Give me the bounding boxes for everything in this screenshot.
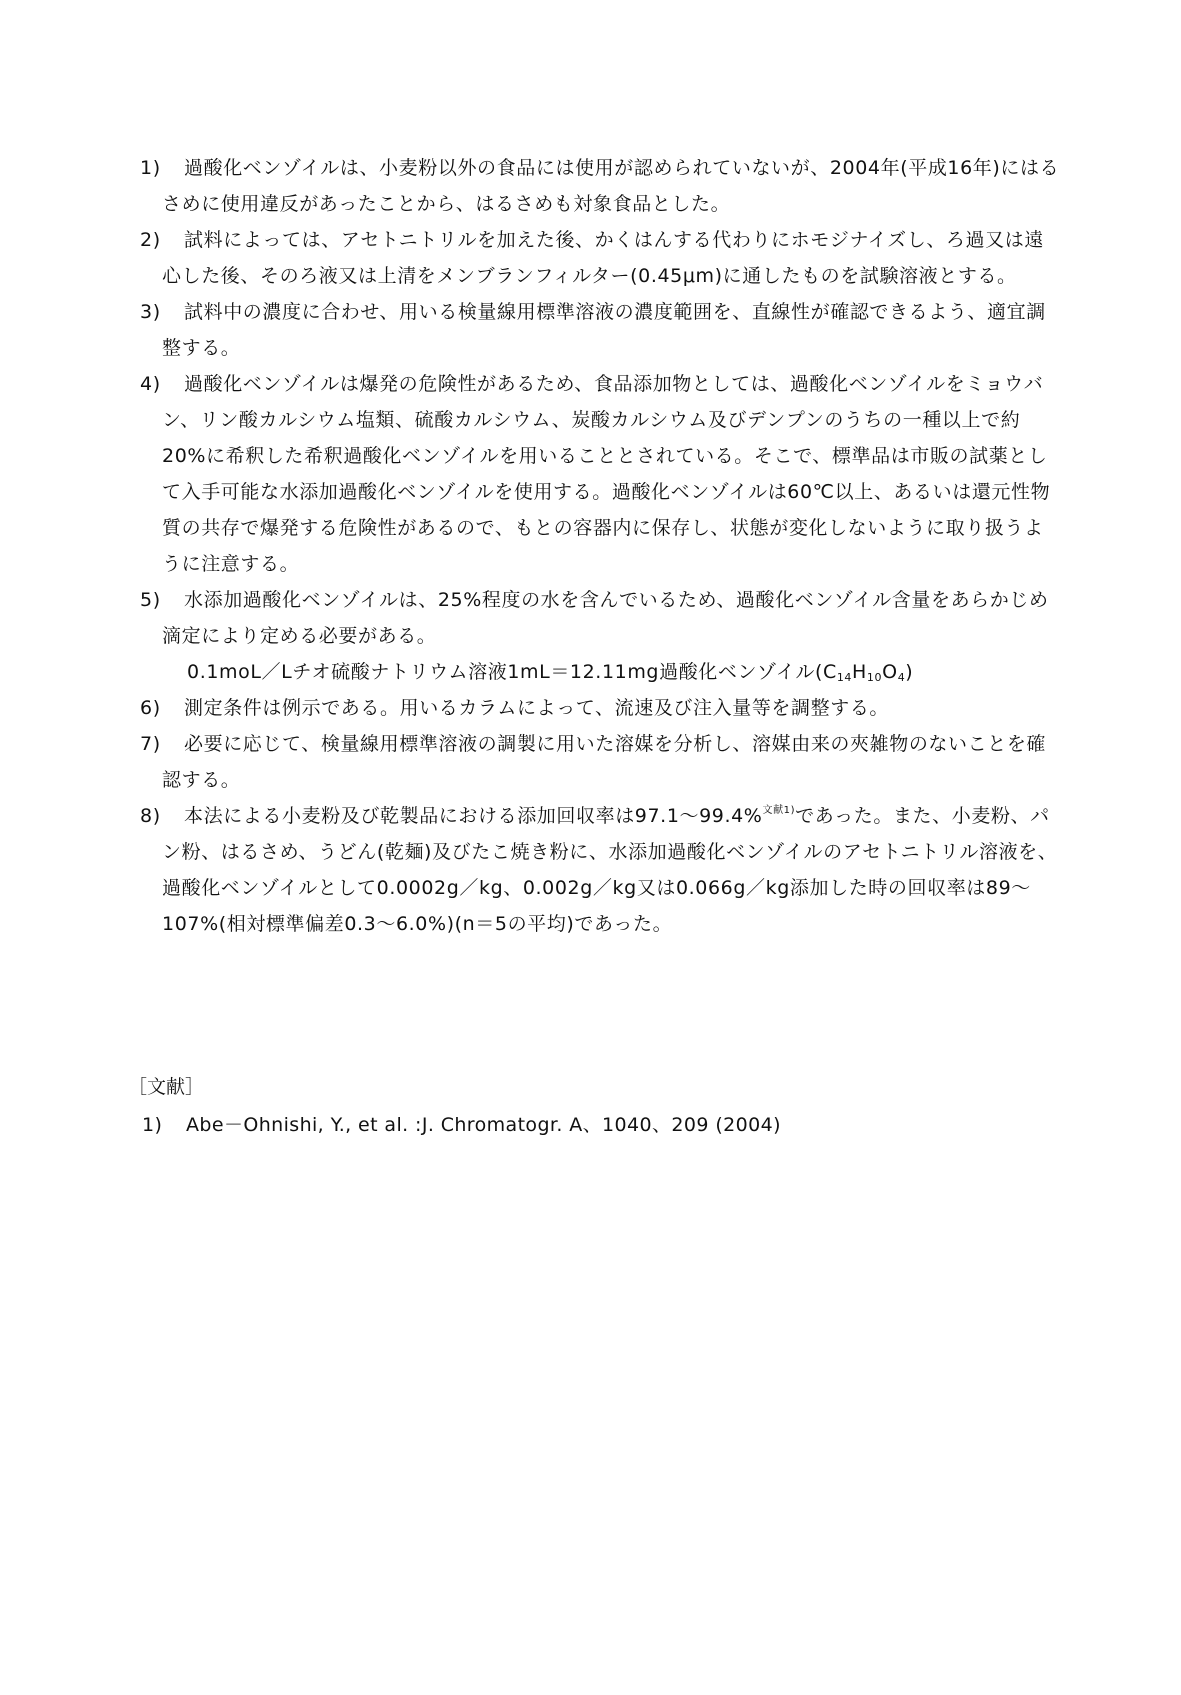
note-number: 4): [140, 373, 161, 395]
note-1: [140, 150, 1060, 222]
reference-text: Abe－Ohnishi, Y., et al. :J. Chromatogr. A、1040、209 (2004): [186, 1114, 781, 1136]
formula-subscript: 4: [897, 671, 906, 684]
reference-number: 1): [142, 1114, 163, 1136]
note-text-part: 本法による小麦粉及び乾製品における添加回収率は97.1～99.4%: [184, 805, 763, 827]
note-text: 試料中の濃度に合わせ、用いる検量線用標準溶液の濃度範囲を、直線性が確認できるよう、適宜調整する。: [162, 301, 1046, 359]
titration-formula: [140, 654, 1060, 690]
note-7: [140, 726, 1060, 798]
note-number: 5): [140, 589, 161, 611]
formula-text: 0.1moL／Lチオ硫酸ナトリウム溶液1mL＝12.11mg過酸化ベンゾイル(C: [187, 661, 837, 683]
note-8: [140, 798, 1060, 942]
note-3: [140, 294, 1060, 366]
note-text: 過酸化ベンゾイルは、小麦粉以外の食品には使用が認められていないが、2004年(平成16年)にはるさめに使用違反があったことから、はるさめも対象食品とした。: [162, 157, 1060, 215]
reference-mark: 文献1): [762, 805, 796, 816]
note-number: 6): [140, 697, 161, 719]
note-number: 3): [140, 301, 161, 323]
note-text: [162, 798, 1060, 942]
note-number: 1): [140, 157, 161, 179]
note-text-part: であった。また、小麦粉、パン粉、はるさめ、うどん(乾麺)及びたこ焼き粉に、水添加過酸化ベンゾイルのアセトニトリル溶液を、過酸化ベンゾイルとして0.0002g／kg、0.002g／kg又は0.066g／kg添加した時の回収率は89～107%(相対標準偏差0.3～6.0%)(n＝5の平均)であった。: [162, 805, 1058, 935]
formula-subscript: 10: [866, 671, 883, 684]
formula-text: H: [852, 661, 867, 683]
note-number: 8): [140, 805, 161, 827]
formula-text: O: [882, 661, 898, 683]
note-4: [140, 366, 1060, 582]
note-text: 過酸化ベンゾイルは爆発の危険性があるため、食品添加物としては、過酸化ベンゾイルをミョウバン、リン酸カルシウム塩類、硫酸カルシウム、炭酸カルシウム及びデンプンのうちの一種以上で約20%に希釈した希釈過酸化ベンゾイルを用いることとされている。そこで、標準品は市販の試薬として入手可能な水添加過酸化ベンゾイルを使用する。過酸化ベンゾイルは60℃以上、あるいは還元性物質の共存で爆発する危険性があるので、もとの容器内に保存し、状態が変化しないように取り扱うように注意する。: [162, 373, 1051, 575]
formula-subscript: 14: [836, 671, 853, 684]
note-number: 2): [140, 229, 161, 251]
note-text: 試料によっては、アセトニトリルを加えた後、かくはんする代わりにホモジナイズし、ろ過又は遠心した後、そのろ液又は上清をメンブランフィルター(0.45μm)に通したものを試験溶液とする。: [162, 229, 1044, 287]
note-5: [140, 582, 1060, 654]
note-number: 7): [140, 733, 161, 755]
note-text: 測定条件は例示である。用いるカラムによって、流速及び注入量等を調整する。: [184, 697, 890, 719]
reference-item: [142, 1110, 781, 1140]
note-2: [140, 222, 1060, 294]
note-text: 水添加過酸化ベンゾイルは、25%程度の水を含んでいるため、過酸化ベンゾイル含量をあらかじめ滴定により定める必要がある。: [162, 589, 1049, 647]
note-text: 必要に応じて、検量線用標準溶液の調製に用いた溶媒を分析し、溶媒由来の夾雑物のないことを確認する。: [162, 733, 1047, 791]
notes-list: [140, 150, 1060, 942]
formula-text: ): [905, 661, 914, 683]
note-6: [140, 690, 1060, 726]
references-heading: ［文献］: [128, 1076, 205, 1098]
